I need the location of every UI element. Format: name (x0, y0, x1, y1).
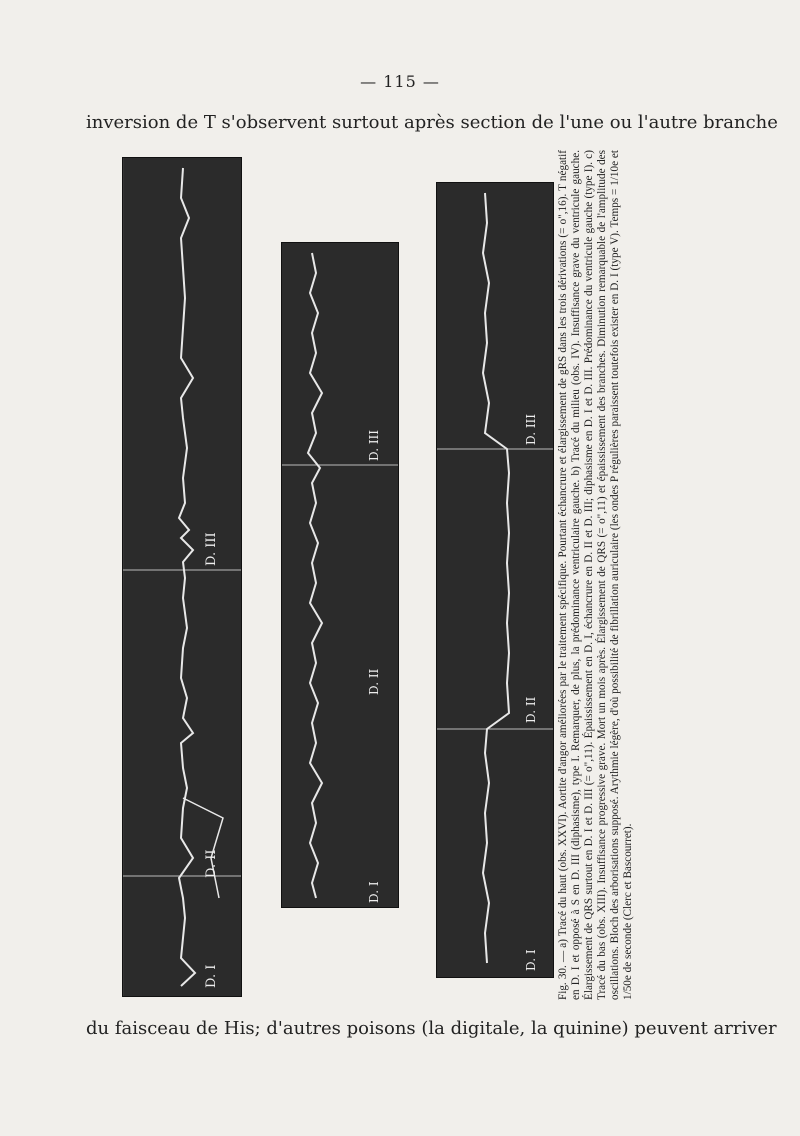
lead-label-a2: D. II (204, 849, 219, 878)
figure-caption-text: — a) Tracé du haut (obs. XXVI). Aortite d'angor améliorées par le traitement spécifique. Pourtant échancrure et élargissement de gRS dans les trois dérivations (= o",16). T négatif en D. I et opposé à S en D. III (diphasisme), type I. Remarquer, de plus, la prédominance ventriculaire gauche. b) Tracé du milieu (obs. IV). Insuffisance grave du ventricule gauche. Élargissement de QRS surtout en D. I et D. III (= o",11). Épaississement en D. I, échancrure en D. II et D. III; diphasisme en D. I et D. III. Prédominance du ventricule gauche (type I). c) Tracé du bas (obs. XIII). Insuffisance progressive grave. Mort un mois après. Élargissement de QRS (= o",11) et épaississement des branches. Diminution remarquable de l'amplitude des oscillations. Bloch des arborisations supposé. Arythmie légère, d'où possibilité de fibrillation auriculaire (les ondes P régulières paraissent toutefois exister en D. I (type V). Temps = 1/10e et 1/50e de seconde (Clerc et Bascourret). (557, 150, 634, 1000)
lead-label-c1: D. I (524, 949, 538, 971)
ecg-trace-c (437, 183, 553, 977)
ecg-trace-b (282, 243, 398, 907)
figure-caption (557, 150, 661, 1000)
page-number: — 115 — (360, 72, 440, 91)
body-text-bottom: du faisceau de His; d'autres poisons (la digitale, la quinine) peuvent arriver (86, 1018, 777, 1039)
lead-label-c2: D. II (524, 696, 538, 723)
ecg-strip-c (436, 182, 554, 978)
lead-label-a1: D. I (204, 964, 219, 988)
body-text-top: inversion de T s'observent surtout après section de l'une ou l'autre branche (86, 112, 778, 133)
ecg-strip-a (122, 157, 242, 997)
lead-label-b2: D. II (367, 668, 381, 695)
ecg-trace-a (123, 158, 241, 996)
lead-label-b1: D. I (367, 881, 381, 903)
ecg-strip-b (281, 242, 399, 908)
lead-label-b3: D. III (367, 429, 381, 461)
figure-label: Fig. 30. (557, 965, 569, 1000)
lead-label-a3: D. III (204, 532, 219, 566)
figure-caption-container (556, 140, 662, 1010)
lead-label-c3: D. III (524, 413, 538, 445)
